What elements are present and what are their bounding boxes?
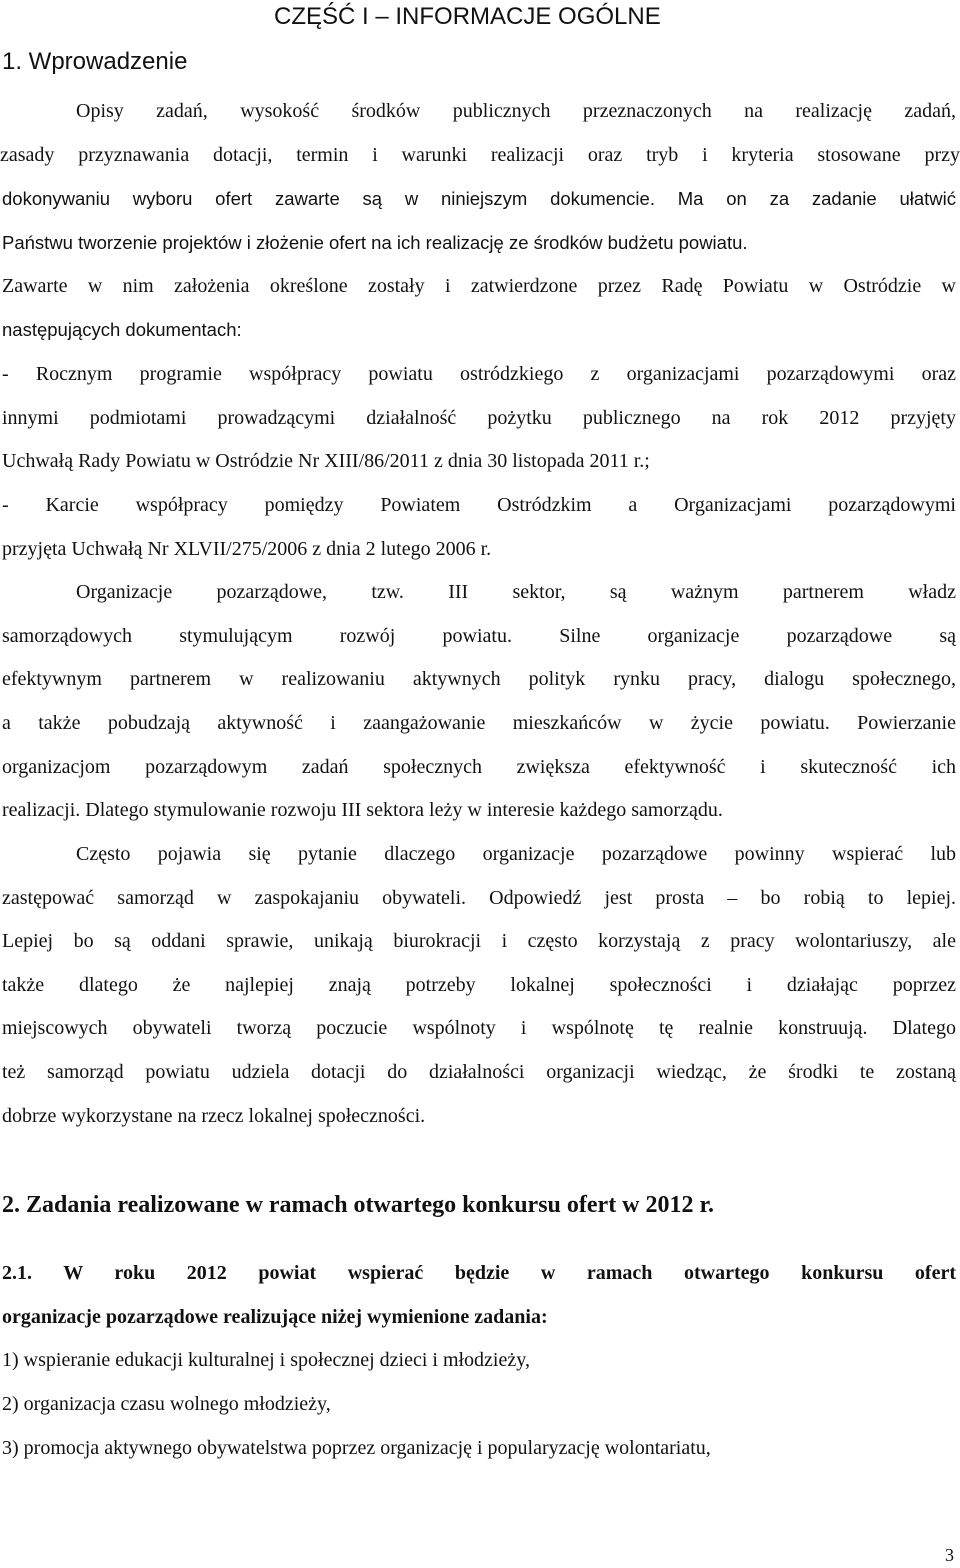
body-line: dokonywaniu wyboru ofert zawarte są w niniejszym dokumencie. Ma on za zadanie ułatwić bbox=[2, 188, 956, 209]
page-number: 3 bbox=[945, 1545, 954, 1565]
body-line: zastępować samorząd w zaspokajaniu obywateli. Odpowiedź jest prosta – bo robią to lepiej. bbox=[2, 887, 956, 909]
subsection-intro-line: organizacje pozarządowe realizujące niżej wymienione zadania: bbox=[2, 1306, 548, 1328]
task-list-item: 2) organizacja czasu wolnego młodzieży, bbox=[2, 1393, 331, 1415]
body-line: dobrze wykorzystane na rzecz lokalnej społeczności. bbox=[2, 1105, 426, 1127]
body-line: następujących dokumentach: bbox=[2, 319, 242, 340]
body-line: innymi podmiotami prowadzącymi działalność pożytku publicznego na rok 2012 przyjęty bbox=[2, 407, 956, 429]
body-line: Zawarte w nim założenia określone zostały i zatwierdzone przez Radę Powiatu w Ostródzie w bbox=[2, 275, 956, 297]
body-line: przyjęta Uchwałą Nr XLVII/275/2006 z dnia 2 lutego 2006 r. bbox=[2, 538, 492, 560]
body-line: Organizacje pozarządowe, tzw. III sektor, są ważnym partnerem władz bbox=[76, 581, 956, 603]
body-line: Często pojawia się pytanie dlaczego organizacje pozarządowe powinny wspierać lub bbox=[76, 843, 956, 865]
body-line: miejscowych obywateli tworzą poczucie wspólnoty i wspólnotę tę realnie konstruują. Dlatego bbox=[2, 1017, 956, 1039]
body-line: Opisy zadań, wysokość środków publicznych przeznaczonych na realizację zadań, bbox=[76, 100, 956, 122]
body-line: - Karcie współpracy pomiędzy Powiatem Ostródzkim a Organizacjami pozarządowymi bbox=[2, 494, 956, 516]
body-line: - Rocznym programie współpracy powiatu ostródzkiego z organizacjami pozarządowymi oraz bbox=[2, 363, 956, 385]
task-list-item: 1) wspieranie edukacji kulturalnej i społecznej dzieci i młodzieży, bbox=[2, 1349, 530, 1371]
body-line: też samorząd powiatu udziela dotacji do działalności organizacji wiedząc, że środki te zostaną bbox=[2, 1061, 956, 1083]
task-list-item: 3) promocja aktywnego obywatelstwa poprzez organizację i popularyzację wolontariatu, bbox=[2, 1437, 711, 1459]
subsection-intro-line: 2.1. W roku 2012 powiat wspierać będzie w ramach otwartego konkursu ofert bbox=[2, 1262, 956, 1284]
part-heading: CZĘŚĆ I – INFORMACJE OGÓLNE bbox=[274, 3, 661, 30]
body-line: realizacji. Dlatego stymulowanie rozwoju III sektora leży w interesie każdego samorządu. bbox=[2, 799, 723, 821]
body-line: efektywnym partnerem w realizowaniu aktywnych polityk rynku pracy, dialogu społecznego, bbox=[2, 668, 956, 690]
body-line: Lepiej bo są oddani sprawie, unikają biurokracji i często korzystają z pracy wolontariuszy, ale bbox=[2, 930, 956, 952]
body-line: a także pobudzają aktywność i zaangażowanie mieszkańców w życie powiatu. Powierzanie bbox=[2, 712, 956, 734]
body-line: samorządowych stymulującym rozwój powiatu. Silne organizacje pozarządowe są bbox=[2, 625, 956, 647]
body-line: także dlatego że najlepiej znają potrzeby lokalnej społeczności i działając poprzez bbox=[2, 974, 956, 996]
section-heading-tasks: 2. Zadania realizowane w ramach otwartego konkursu ofert w 2012 r. bbox=[2, 1192, 714, 1218]
body-line: zasady przyznawania dotacji, termin i warunki realizacji oraz tryb i kryteria stosowane przy bbox=[0, 144, 960, 166]
section-heading-introduction: 1. Wprowadzenie bbox=[2, 48, 188, 75]
body-line: organizacjom pozarządowym zadań społecznych zwiększa efektywność i skuteczność ich bbox=[2, 756, 956, 778]
body-line: Państwu tworzenie projektów i złożenie ofert na ich realizację ze środków budżetu powiatu. bbox=[2, 232, 748, 253]
body-line: Uchwałą Rady Powiatu w Ostródzie Nr XIII/86/2011 z dnia 30 listopada 2011 r.; bbox=[2, 450, 650, 472]
